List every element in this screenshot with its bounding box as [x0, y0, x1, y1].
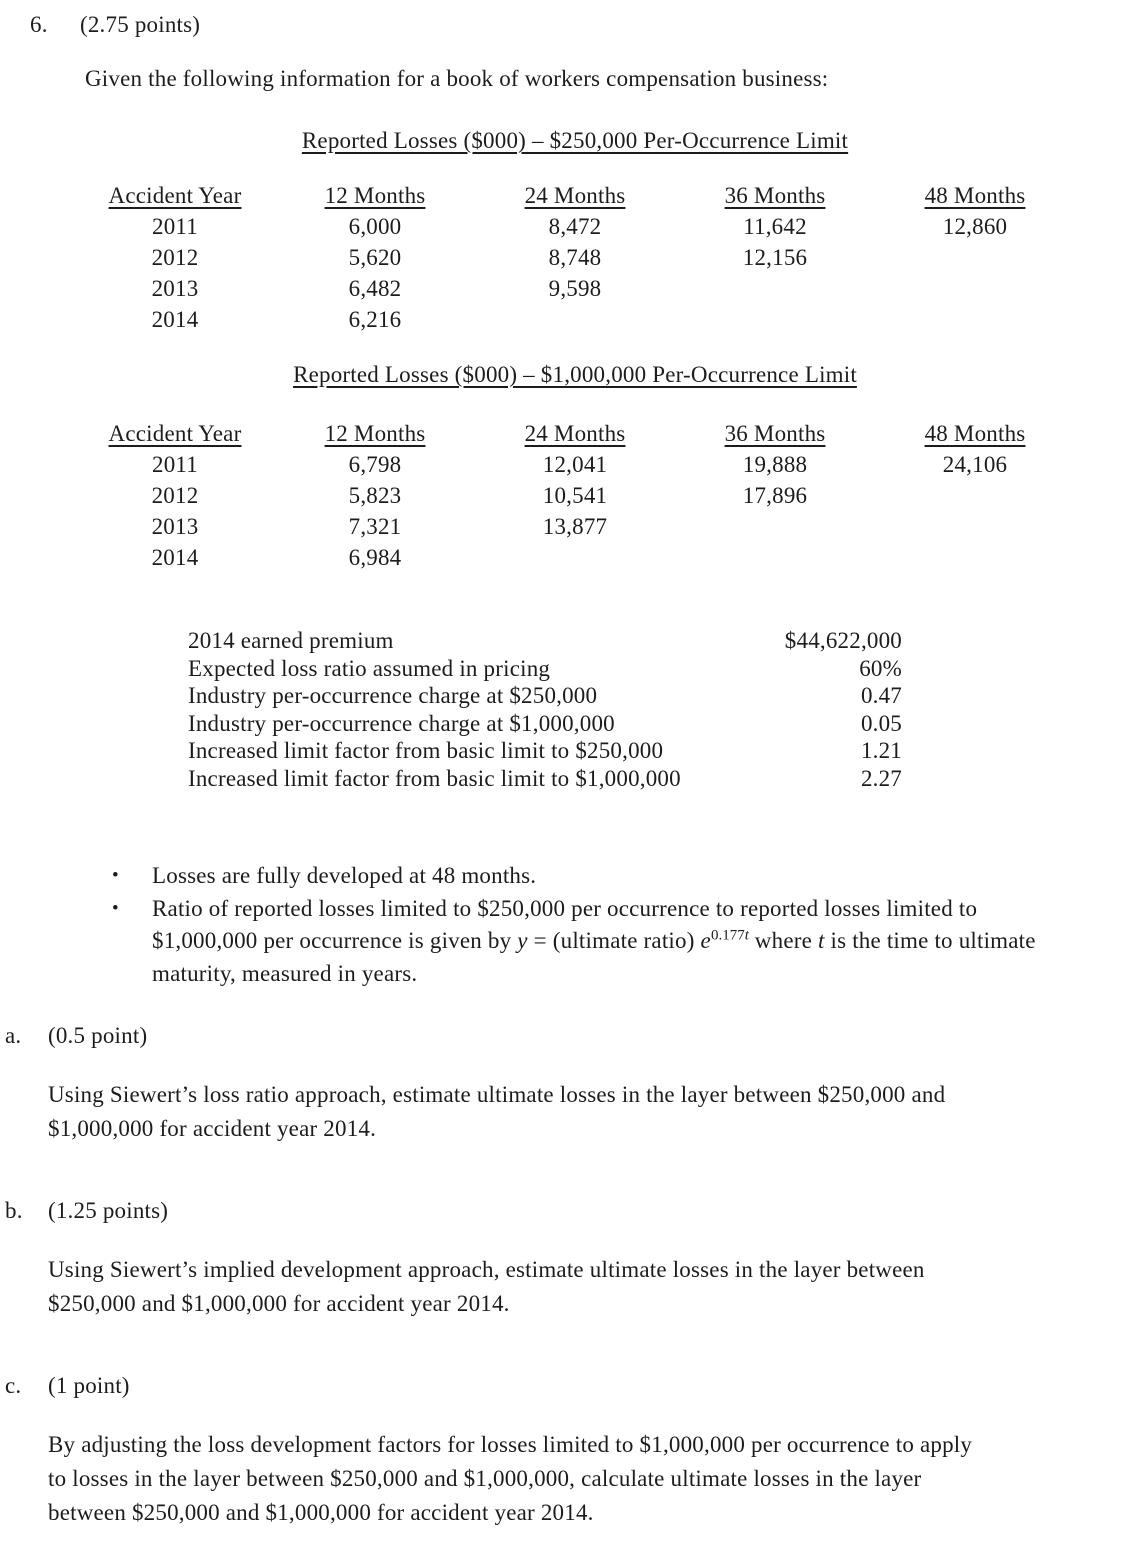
column-header-12-months — [275, 418, 475, 449]
accident-year-cell: 2013 — [151, 514, 199, 539]
header-row — [75, 418, 1075, 449]
part-a — [5, 1019, 1050, 1146]
part-c — [5, 1369, 1050, 1530]
header-text: 48 Months — [924, 183, 1026, 208]
formula-var-t: t — [817, 928, 825, 953]
part-points: (0.5 point) — [48, 1023, 148, 1048]
formula-tail: is the time to ultimate maturity, measured in years. — [152, 928, 1036, 986]
formula-equals: = (ultimate ratio) — [527, 928, 701, 953]
header-text: 24 Months — [524, 183, 626, 208]
table-row — [75, 273, 1075, 304]
note-item — [112, 893, 1050, 991]
header-text: 48 Months — [924, 421, 1026, 446]
loss-cell: 12,860 — [942, 214, 1008, 239]
formula-exponent-number: 0.177 — [710, 927, 745, 944]
part-points: (1 point) — [48, 1373, 130, 1398]
note-text: Losses are fully developed at 48 months. — [152, 863, 537, 888]
part-b-text: Using Siewert’s implied development approach, estimate ultimate losses in the layer between $250,000 and $1,000,000 for accident year 2014. — [48, 1257, 925, 1316]
accident-year-cell: 2012 — [151, 245, 199, 270]
table-title-250k — [15, 124, 1130, 157]
part-a-text: Using Siewert’s loss ratio approach, estimate ultimate losses in the layer between $250,000 and $1,000,000 for accident year 2014. — [48, 1082, 946, 1141]
note-text-formula — [152, 893, 1050, 991]
fact-row — [188, 627, 902, 655]
loss-cell — [875, 511, 1075, 542]
accident-year-cell: 2014 — [151, 307, 199, 332]
fact-label: Increased limit factor from basic limit to $1,000,000 — [188, 765, 681, 791]
table-row — [75, 542, 1075, 573]
part-letter: c. — [5, 1373, 22, 1398]
loss-cell: 11,642 — [743, 214, 807, 239]
part-b — [5, 1194, 1050, 1321]
table-row — [75, 211, 1075, 242]
fact-label: Expected loss ratio assumed in pricing — [188, 655, 551, 681]
formula-exponent — [711, 927, 749, 943]
column-header-12-months — [275, 180, 475, 211]
table-row — [75, 304, 1075, 335]
loss-cell: 10,541 — [542, 483, 608, 508]
part-c-text: By adjusting the loss development factors for losses limited to $1,000,000 per occurrence to apply to losses in the layer between $250,000 and $1,000,000, calculate ultimate losses in the layer between $250,000 and $1,000,000 for accident year 2014. — [48, 1432, 973, 1525]
fact-row — [188, 737, 902, 765]
loss-cell: 6,798 — [348, 452, 402, 477]
table-row — [75, 511, 1075, 542]
loss-cell: 6,216 — [348, 307, 402, 332]
question-intro: Given the following information for a book of workers compensation business: — [85, 66, 829, 91]
table-title-1m-text: Reported Losses ($000) – $1,000,000 Per-Occurrence Limit — [293, 362, 857, 387]
loss-cell: 5,823 — [348, 483, 402, 508]
formula-exponent-var-t: t — [744, 927, 749, 944]
table-row — [75, 242, 1075, 273]
column-header-36-months — [675, 180, 875, 211]
loss-cell — [675, 304, 875, 335]
loss-cell — [875, 304, 1075, 335]
accident-year-cell: 2011 — [152, 452, 198, 477]
fact-row — [188, 710, 902, 738]
loss-cell: 6,482 — [348, 276, 402, 301]
fact-label: Industry per-occurrence charge at $250,000 — [188, 683, 598, 708]
table-row — [75, 449, 1075, 480]
loss-cell: 7,321 — [348, 514, 402, 539]
fact-row — [188, 682, 902, 710]
loss-cell: 6,984 — [348, 545, 402, 570]
column-header-24-months — [475, 180, 675, 211]
table-head — [75, 180, 1075, 211]
loss-cell: 12,041 — [542, 452, 608, 477]
formula-var-e: e — [700, 928, 711, 953]
loss-cell: 9,598 — [548, 276, 602, 301]
part-c-heading — [5, 1369, 1050, 1402]
accident-year-cell: 2011 — [152, 214, 198, 239]
loss-cell: 8,748 — [548, 245, 602, 270]
fact-row — [188, 655, 902, 683]
table-row — [75, 480, 1075, 511]
header-text: 24 Months — [524, 421, 626, 446]
header-text: 12 Months — [324, 421, 426, 446]
accident-year-cell: 2013 — [151, 276, 199, 301]
accident-year-cell: 2012 — [151, 483, 199, 508]
loss-cell: 5,620 — [348, 245, 402, 270]
loss-cell — [475, 304, 675, 335]
table-body — [75, 449, 1075, 573]
header-text: 36 Months — [724, 183, 826, 208]
fact-value: $44,622,000 — [784, 628, 902, 653]
header-text: Accident Year — [108, 421, 242, 446]
loss-cell: 8,472 — [548, 214, 602, 239]
loss-cell — [875, 542, 1075, 573]
question-points: (2.75 points) — [80, 12, 201, 37]
table-head — [75, 418, 1075, 449]
fact-value: 2.27 — [860, 765, 902, 791]
formula-var-y: y — [517, 928, 528, 953]
part-letter: b. — [5, 1198, 23, 1223]
fact-row — [188, 765, 902, 793]
table-title-1m — [15, 358, 1130, 391]
table-body — [75, 211, 1075, 335]
loss-cell: 12,156 — [742, 245, 808, 270]
header-text: Accident Year — [108, 183, 242, 208]
loss-cell: 13,877 — [542, 514, 608, 539]
column-header-48-months — [875, 418, 1075, 449]
part-a-heading — [5, 1019, 1050, 1052]
column-header-36-months — [675, 418, 875, 449]
fact-value: 1.21 — [860, 738, 902, 763]
column-header-48-months — [875, 180, 1075, 211]
loss-cell — [475, 542, 675, 573]
fact-label: Increased limit factor from basic limit to $250,000 — [188, 738, 664, 763]
pricing-facts-block — [188, 627, 902, 792]
question-number: 6. — [30, 12, 48, 37]
loss-cell — [875, 242, 1075, 273]
loss-cell: 19,888 — [742, 452, 808, 477]
fact-label: Industry per-occurrence charge at $1,000,000 — [188, 710, 615, 736]
loss-cell — [875, 273, 1075, 304]
loss-cell — [875, 480, 1075, 511]
bullet-icon: • — [112, 897, 119, 919]
column-header-accident-year — [75, 418, 275, 449]
formula-pre: Ratio of reported losses limited to $250,000 per occurrence to reported losses limited to $1,000,000 per occurrence is given by — [152, 895, 978, 953]
part-b-heading — [5, 1194, 1050, 1227]
loss-cell: 24,106 — [942, 452, 1008, 477]
loss-cell: 17,896 — [742, 483, 808, 508]
part-points: (1.25 points) — [48, 1198, 169, 1223]
column-header-accident-year — [75, 180, 275, 211]
fact-value: 0.47 — [860, 683, 902, 708]
header-row — [75, 180, 1075, 211]
header-text: 12 Months — [324, 183, 426, 208]
note-item — [112, 860, 1050, 893]
column-header-24-months — [475, 418, 675, 449]
header-text: 36 Months — [724, 421, 826, 446]
fact-label: 2014 earned premium — [188, 628, 394, 653]
loss-cell — [675, 273, 875, 304]
loss-triangle-1m — [75, 418, 1075, 573]
loss-cell — [675, 542, 875, 573]
table-title-250k-text: Reported Losses ($000) – $250,000 Per-Occurrence Limit — [301, 128, 849, 153]
part-letter: a. — [5, 1023, 22, 1048]
loss-cell: 6,000 — [348, 214, 402, 239]
loss-triangle-250k — [75, 180, 1075, 335]
accident-year-cell: 2014 — [151, 545, 199, 570]
question-header — [30, 8, 200, 41]
bullet-icon: • — [112, 865, 119, 886]
assumption-notes — [112, 860, 1050, 990]
formula-where: where — [748, 928, 818, 953]
loss-cell — [675, 511, 875, 542]
fact-value: 0.05 — [860, 710, 902, 736]
fact-value: 60% — [859, 655, 902, 681]
